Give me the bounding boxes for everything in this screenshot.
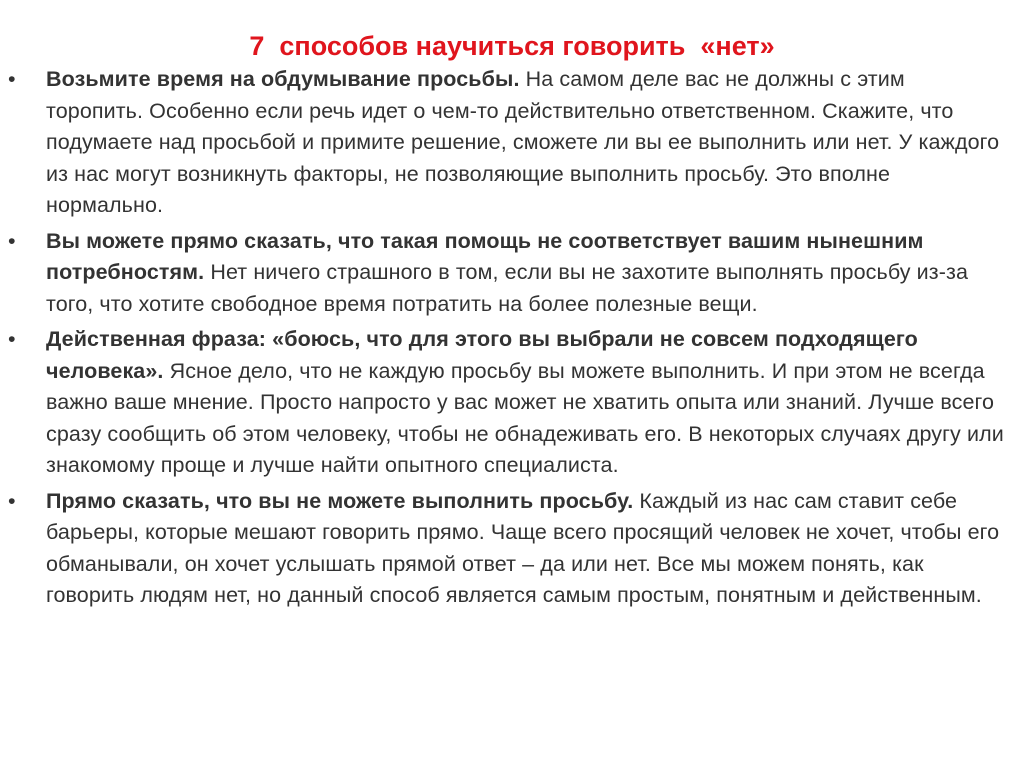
bullet-body: Ясное дело, что не каждую просьбу вы можете выполнить. И при этом не всегда важно ваше мнение. Просто напросто у вас может не хватить опыта или знаний. Лучше всего сразу сообщить об этом человеку, чтобы не обнадеживать его. В некоторых случаях другу или знакомому проще и лучше найти опытного специалиста. xyxy=(46,358,1004,477)
bullet-text xyxy=(46,324,1004,482)
bullet-lead: Прямо сказать, что вы не можете выполнить просьбу. xyxy=(46,488,634,513)
bullet-body: На самом деле вас не должны с этим торопить. Особенно если речь идет о чем-то действительно ответственном. Скажите, что подумаете над просьбой и примите решение, сможете ли вы ее выполнить или нет. У каждого из нас могут возникнуть факторы, не позволяющие выполнить просьбу. Это вполне нормально. xyxy=(46,67,1000,217)
bullet-list xyxy=(8,64,1004,616)
bullet-dot-icon: • xyxy=(8,327,16,351)
bullet-body: Каждый из нас сам ставит себе барьеры, которые мешают говорить прямо. Чаще всего просящий человек не хочет, чтобы его обманывали, он хочет услышать прямой ответ – да или нет. Все мы можем понять, как говорить людям нет, но данный способ является самым простым, понятным и действенным. xyxy=(46,488,1000,607)
bullet-body: Нет ничего страшного в том, если вы не захотите выполнять просьбу из-за того, что хотите свободное время потратить на более полезные вещи. xyxy=(46,260,969,316)
bullet-text xyxy=(46,226,1004,321)
bullet-text xyxy=(46,486,1004,612)
bullet-dot-icon: • xyxy=(8,67,16,91)
bullet-item xyxy=(8,64,1004,222)
bullet-dot-icon: • xyxy=(8,488,16,513)
bullet-dot-icon: • xyxy=(8,228,16,253)
bullet-item xyxy=(8,324,1004,482)
bullet-lead: Действенная фраза: «боюсь, что для этого вы выбрали не совсем подходящего человека». xyxy=(46,327,918,383)
slide-title: 7 способов научиться говорить «нет» xyxy=(249,31,775,61)
bullet-text xyxy=(46,64,1004,222)
bullet-item xyxy=(8,226,1004,321)
bullet-lead: Возьмите время на обдумывание просьбы. xyxy=(46,67,520,91)
bullet-lead: Вы можете прямо сказать, что такая помощь не соответствует вашим нынешним потребностям. xyxy=(46,228,924,284)
bullet-item xyxy=(8,486,1004,612)
